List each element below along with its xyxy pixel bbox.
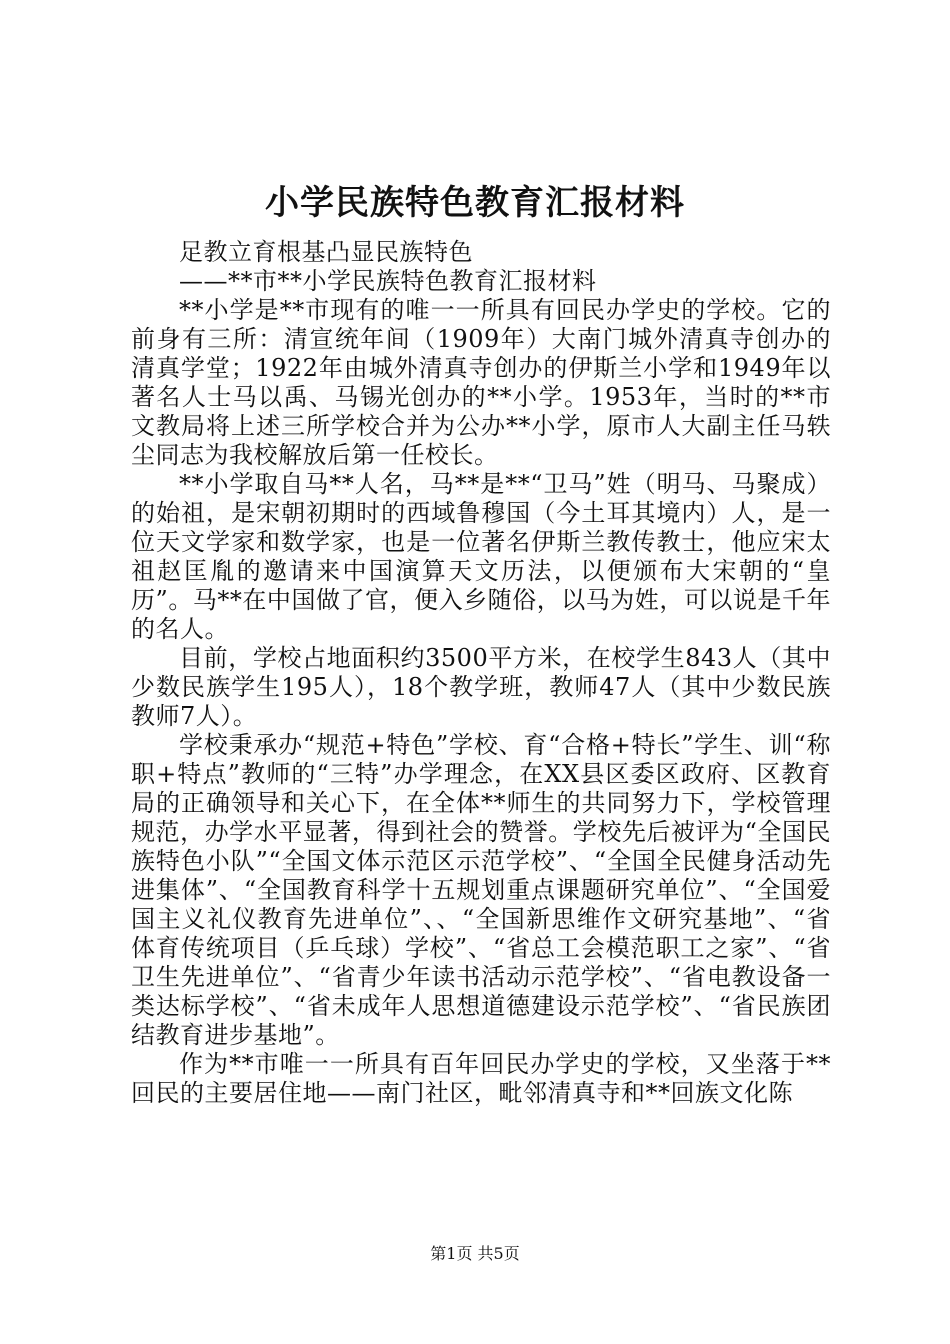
paragraph-history: **小学是**市现有的唯一一所具有回民办学史的学校。它的前身有三所：清宣统年间（1909年）大南门城外清真寺创办的清真学堂；1922年由城外清真寺创办的伊斯兰小学和1949年以著名人士马以禹、马锡光创办的**小学。1953年，当时的**市文教局将上述三所学校合并为公办**小学，原市人大副主任马轶尘同志为我校解放后第一任校长。 [131,296,831,469]
paragraph-current-status: 目前，学校占地面积约3500平方米，在校学生843人（其中少数民族学生195人），18个教学班，教师47人（其中少数民族教师7人）。 [131,644,831,730]
document-body [131,238,831,1108]
paragraph-name-origin: **小学取自马**人名，马**是**“卫马”姓（明马、马聚成）的始祖，是宋朝初期时的西域鲁穆国（今土耳其境内）人，是一位天文学家和数学家，也是一位著名伊斯兰教传教士，他应宋太祖赵匡胤的邀请来中国演算天文历法，以便颁布大宋朝的“皇历”。马**在中国做了官，便入乡随俗，以马为姓，可以说是千年的名人。 [131,470,831,643]
document-title: 小学民族特色教育汇报材料 [265,183,685,223]
subtitle-source-line: ——**市**小学民族特色教育汇报材料 [179,267,597,295]
subtitle-line: 足教立育根基凸显民族特色 [179,238,473,266]
paragraph-location: 作为**市唯一一所具有百年回民办学史的学校，又坐落于**回民的主要居住地——南门社区，毗邻清真寺和**回族文化陈 [131,1050,831,1107]
paragraph-honors: 学校秉承办“规范+特色”学校、育“合格+特长”学生、训“称职+特点”教师的“三特”办学理念，在XX县区委区政府、区教育局的正确领导和关心下，在全体**师生的共同努力下，学校管理规范，办学水平显著，得到社会的赞誉。学校先后被评为“全国民族特色小队”“全国文体示范区示范学校”、“全国全民健身活动先进集体”、“全国教育科学十五规划重点课题研究单位”、“全国爱国主义礼仪教育先进单位”、、“全国新思维作文研究基地”、“省体育传统项目（乒乓球）学校”、“省总工会模范职工之家”、“省卫生先进单位”、“省青少年读书活动示范学校”、“省电教设备一类达标学校”、“省未成年人思想道德建设示范学校”、“省民族团结教育进步基地”。 [131,731,831,1049]
page-footer: 第1页 共5页 [430,1244,520,1263]
